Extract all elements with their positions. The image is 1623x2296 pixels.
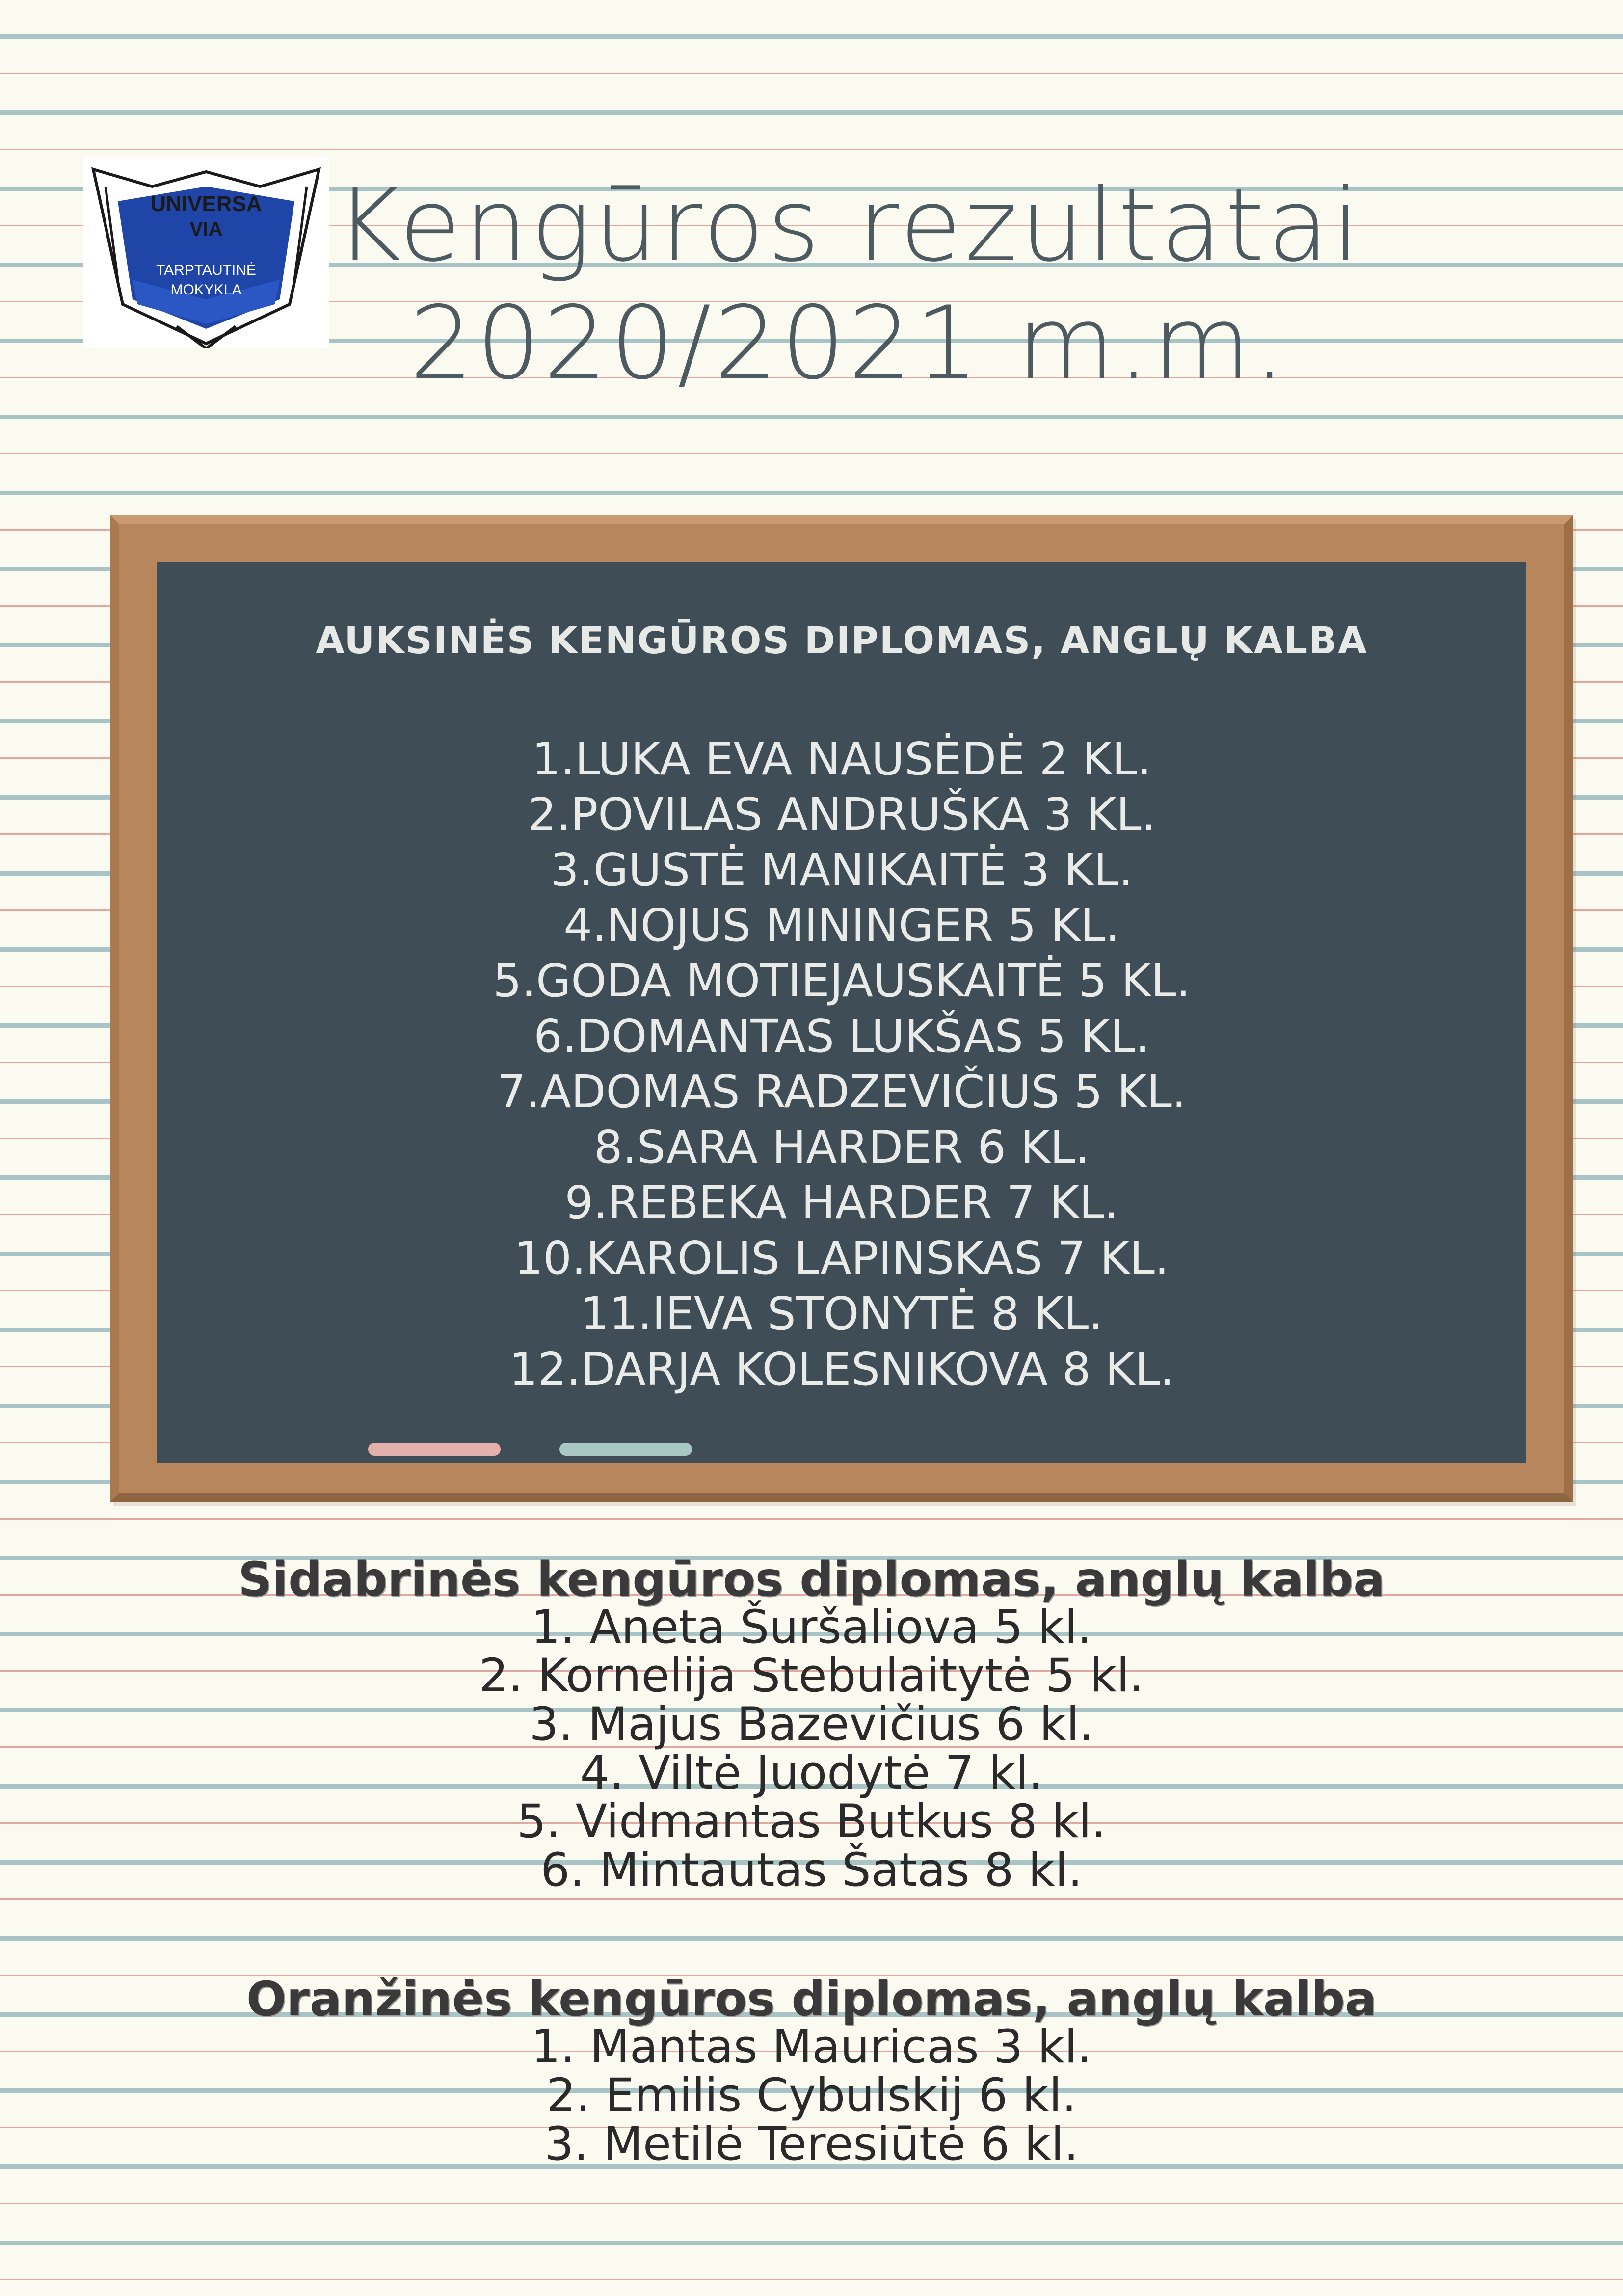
blue-chalk (559, 1443, 692, 1456)
red-rule-line (0, 453, 1623, 454)
list-item: 7.ADOMAS RADZEVIČIUS 5 KL. (497, 1066, 1187, 1118)
logo-text-via: VIA (189, 218, 223, 240)
orange-diploma-list (0, 2020, 1623, 2171)
list-item: 1. Aneta Šuršaliova 5 kl. (531, 1601, 1092, 1654)
list-item: 2. Kornelija Stebulaitytė 5 kl. (479, 1649, 1144, 1703)
list-item: 5. Vidmantas Butkus 8 kl. (517, 1795, 1106, 1848)
list-item: 11.IEVA STONYTĖ 8 KL. (580, 1287, 1103, 1340)
orange-diploma-section (0, 1972, 1623, 2171)
silver-diploma-section (0, 1552, 1623, 1897)
title-line-1: Kengūros rezultatai (335, 167, 1363, 284)
red-rule-line (0, 2203, 1623, 2204)
red-rule-line (0, 1898, 1623, 1900)
list-item: 10.KAROLIS LAPINSKAS 7 KL. (514, 1232, 1170, 1284)
list-item: 3. Majus Bazevičius 6 kl. (529, 1698, 1094, 1751)
list-item: 3.GUSTĖ MANIKAITĖ 3 KL. (550, 844, 1133, 896)
list-item: 1.LUKA EVA NAUSĖDĖ 2 KL. (532, 733, 1152, 785)
list-item: 1. Mantas Mauricas 3 kl. (531, 2020, 1092, 2074)
list-item: 6. Mintautas Šatas 8 kl. (540, 1843, 1083, 1897)
gold-diploma-list (157, 731, 1526, 1397)
page-title (314, 167, 1384, 402)
blue-rule-line (0, 2241, 1623, 2245)
silver-diploma-heading: Sidabrinės kengūros diplomas, anglų kalba (238, 1552, 1385, 1607)
title-line-2: 2020/2021 m.m. (409, 285, 1289, 402)
gold-diploma-heading: AUKSINĖS KENGŪROS DIPLOMAS, ANGLŲ KALBA (316, 618, 1368, 662)
list-item: 2.POVILAS ANDRUŠKA 3 KL. (528, 788, 1156, 841)
red-rule-line (0, 2279, 1623, 2280)
list-item: 3. Metilė Teresiūtė 6 kl. (544, 2117, 1079, 2171)
school-logo (83, 157, 329, 348)
list-item: 6.DOMANTAS LUKŠAS 5 KL. (533, 1010, 1150, 1063)
list-item: 9.REBEKA HARDER 7 KL. (564, 1176, 1119, 1229)
blue-rule-line (0, 1936, 1623, 1941)
silver-diploma-list (0, 1603, 1623, 1895)
orange-diploma-heading: Oranžinės kengūros diplomas, anglų kalba (246, 1972, 1377, 2027)
blue-rule-line (0, 110, 1623, 115)
logo-text-mokykla: MOKYKLA (170, 282, 242, 298)
list-item: 8.SARA HARDER 6 KL. (594, 1121, 1090, 1174)
list-item: 12.DARJA KOLESNIKOVA 8 KL. (509, 1343, 1174, 1395)
red-rule-line (0, 73, 1623, 74)
blue-rule-line (0, 491, 1623, 495)
pink-chalk (368, 1443, 501, 1456)
list-item: 4.NOJUS MININGER 5 KL. (563, 899, 1120, 952)
chalkboard (157, 562, 1526, 1463)
logo-text-tarptautine: TARPTAUTINĖ (156, 262, 256, 278)
list-item: 4. Viltė Juodytė 7 kl. (580, 1746, 1043, 1800)
blue-rule-line (0, 34, 1623, 39)
logo-text-universa: UNIVERSA (150, 192, 262, 216)
red-rule-line (0, 1518, 1623, 1520)
red-rule-line (0, 149, 1623, 150)
list-item: 2. Emilis Cybulskij 6 kl. (546, 2069, 1077, 2122)
list-item: 5.GODA MOTIEJAUSKAITĖ 5 KL. (493, 955, 1191, 1007)
blue-rule-line (0, 415, 1623, 419)
